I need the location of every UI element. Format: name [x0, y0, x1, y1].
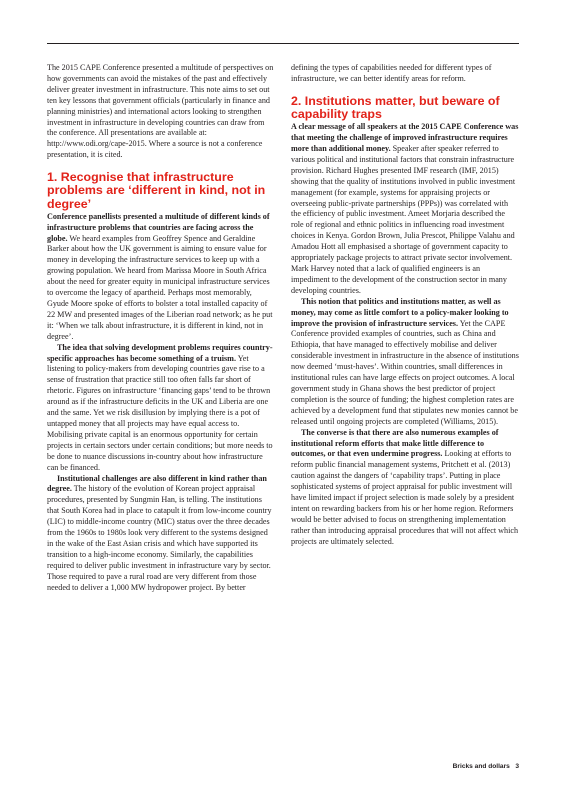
section-2-paragraph-1	[291, 122, 519, 297]
paragraph-body: Looking at efforts to reform public financial management systems, Pritchett et al. (2013) caution against the dangers of ‘capability traps’. Putting in place sophisticated systems of project appraisal for public investment will have limited impact if project selection is made solely by a president intent on rewarding backers from his or her home region. Reformers would be better advised to focus on strengthening implementation rather than introducing appraisal procedures that will not affect which projects are ultimately selected.	[291, 449, 519, 546]
intro-paragraph: The 2015 CAPE Conference presented a multitude of perspectives on how governments can avoid the mistakes of the past and effectively deliver greater investment in infrastructure. This note aims to set out ten key lessons that government officials (particularly in finance and planning ministries) and international actors looking to strengthen investment in infrastructure in developing countries can draw from the conference. All presentations are available at: http://www.odi.org/cape-2015. Where a source is not a conference presentation, it is cited.	[47, 63, 274, 160]
paragraph-body: We heard examples from Geoffrey Spence and Geraldine Barker about how the UK government is aiming to ensure value for money in developing the infrastructure services to keep up with a growing population. We heard from Marissa Moore in South Africa about the need for greater equity in municipal infrastructure services to overcome the legacy of apartheid. Perhaps most memorably, Gyude Moore spoke of efforts to bolster a total installed capacity of 22 MW and presented images of the Liberian road network; as he put it: ‘When we talk about infrastructure, it is different in kind, not in degree’.	[47, 233, 273, 341]
section-1-paragraph-1	[47, 212, 275, 343]
paragraph-body: Yet listening to policy-makers from developing countries gave rise to a sense of frustration that practice still too often falls far short of rhetoric. Figures on infrastructure ‘financing gaps’ tend to be thrown around as if the infrastructure deficits in the UK and Liberia are one and the same. Yet we risk disillusion by implying there is a pot of untapped money that all projects may have equal access to. Mobilising private capital is an enormous opportunity for certain projects in certain sectors under certain conditions; but more needs to be done to nuance discussions in-country about how infrastructure can be financed.	[47, 353, 273, 472]
paragraph-lead: The idea that solving development problems requires country-specific approaches has become something of a truism.	[47, 342, 273, 363]
section-2-paragraph-2	[291, 297, 519, 428]
continuation-paragraph: defining the types of capabilities needed for different types of infrastructure, we can better identify areas for reform.	[291, 63, 492, 83]
paragraph-lead: A clear message of all speakers at the 2015 CAPE Conference was that meeting the challenge of improved infrastructure requires more than additional money.	[291, 122, 519, 154]
paragraph-lead: Conference panellists presented a multitude of different kinds of infrastructure problems that countries are facing across the globe.	[47, 211, 270, 243]
paragraph-lead: This notion that politics and institutions matter, as well as money, may come as little comfort to a policy-maker looking to improve the provision of infrastructure services.	[291, 296, 509, 328]
section-1-heading: 1. Recognise that infrastructure problems are ‘different in kind, not in degree’	[47, 170, 266, 211]
page-number: 3	[515, 763, 519, 770]
top-rule	[47, 43, 519, 44]
section-1-paragraph-2	[47, 343, 275, 474]
section-1-paragraph-3	[47, 474, 275, 594]
left-column	[47, 63, 275, 593]
section-2-paragraph-3	[291, 428, 519, 548]
section-2-heading: 2. Institutions matter, but beware of capability traps	[291, 93, 500, 122]
paragraph-body: Speaker after speaker referred to various political and institutional factors that constrain infrastructure provision. Richard Hughes presented IMF research (IMF, 2015) showing that the quality of institutions involved in public investment management (for example, systems for appraising projects or overseeing public-private partnerships (PPPs)) was correlated with the efficiency of public investment. Ameet Morjaria described the role of regional and ethnic politics in influencing road investment choices in Kenya. Gordon Brown, Julia Prescot, Philippe Valahu and Amadou Hott all emphasised a shortage of government capacity to appropriately package projects to attract private sector involvement. Mark Harvey noted that a lack of qualified engineers is an impediment to the development of the construction sector in many developing countries.	[291, 144, 516, 295]
paragraph-lead: Institutional challenges are also different in kind rather than degree.	[47, 473, 267, 494]
right-column	[291, 63, 519, 548]
paragraph-body: The history of the evolution of Korean project appraisal procedures, presented by Sungmin Han, is telling. The institutions that South Korea had in place to catapult it from low-income country (LIC) to middle-income country (MIC) status over the three decades from the 1960s to 1980s look very different to the systems designed in the wake of the East Asian crisis and which have supported its transition to a high-income economy. Similarly, the capabilities required to deliver public investment in infrastructure vary by sector. Those required to pave a rural road are very different from those needed to deliver a 1,000 MW hydropower project. By better	[47, 484, 272, 592]
page-footer	[453, 763, 519, 770]
paragraph-lead: The converse is that there are also numerous examples of institutional reform efforts that make little difference to outcomes, or that even undermine progress.	[291, 427, 499, 459]
paragraph-body: Yet the CAPE Conference provided examples of countries, such as China and Ethiopia, that have managed to effectively mobilise and deliver considerable investment in infrastructure in the absence of institutions now deemed ‘must-haves’. Within countries, small differences in institutional rules can have large effects on project outcomes. A local government study in Ghana shows the best predictor of project completion is the source of funding; the highest completion rates are achieved by a development fund that stipulates new monies cannot be released until ongoing projects are completed (Williams, 2015).	[291, 318, 519, 426]
publication-title: Bricks and dollars	[452, 763, 510, 770]
